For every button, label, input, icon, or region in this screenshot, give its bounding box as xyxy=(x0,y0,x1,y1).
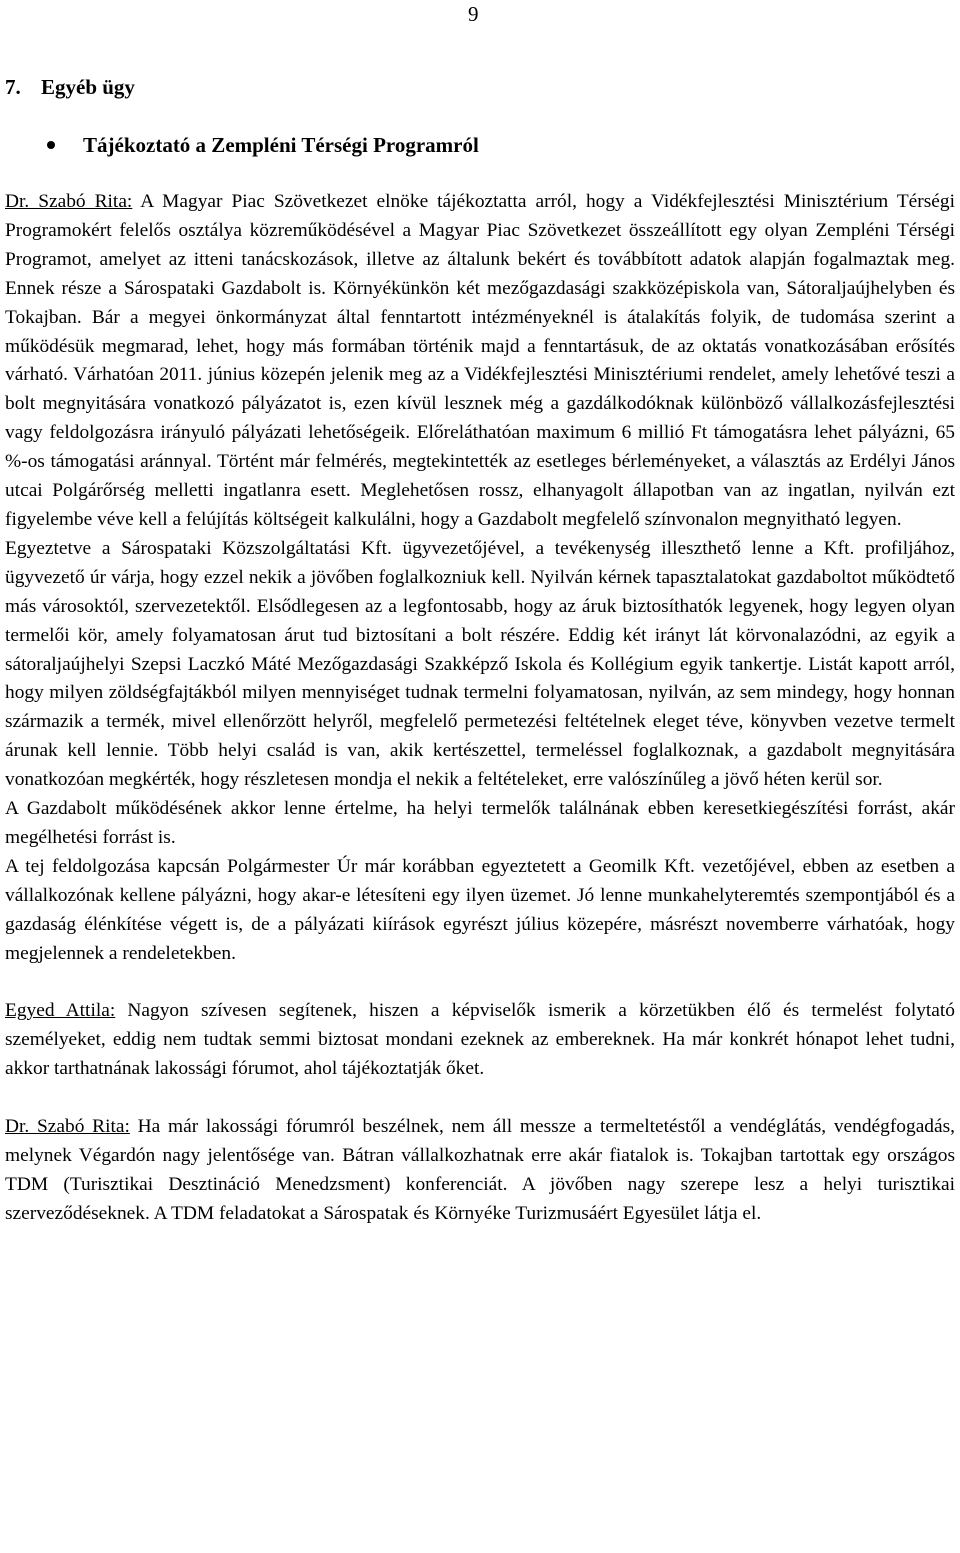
paragraph-text: A Magyar Piac Szövetkezet elnöke tájékoztatta arról, hogy a Vidékfejlesztési Minisztérium Térségi Programokért felelős osztálya közreműködésével a Magyar Piac Szövetkezet összeállított egy olyan Zempléni Térségi Programot, amelyet az itteni tanácskozások, illetve az általunk bekért és továbbított adatok alapján fogalmaztak meg. Ennek része a Sárospataki Gazdabolt is. Környékünkön két mezőgazdasági szakközépiskola van, Sátoraljaújhelyben és Tokajban. Bár a megyei önkormányzat által fenntartott intézményeknél is átalakítás folyik, de tudomása szerint a működésük megmarad, lehet, hogy más formában történik majd a fenntartásuk, de az oktatás vonatkozásában erősítés várható. Várhatóan 2011. június közepén jelenik meg az a Vidékfejlesztési Minisztériumi rendelet, amely lehetővé teszi a bolt megnyitására vonatkozó pályázatot is, ezen kívül lesznek még a gazdálkodóknak különböző vállalkozásfejlesztési vagy feldolgozásra irányuló pályázati lehetőségeik. Előreláthatóan maximum 6 millió Ft támogatásra lehet pályázni, 65 %-os támogatási aránnyal. Történt már felmérés, megtekintették az esetleges bérleményeket, a választás az Erdélyi János utcai Polgárőrség melletti ingatlanra esett. Meglehetősen rossz, elhanyagolt állapotban van az ingatlan, nyilván ezt figyelembe véve kell a felújítás költségeit kalkulálni, hogy a Gazdabolt megfelelő színvonalon megnyitható legyen. xyxy=(5,191,955,530)
paragraph-4 xyxy=(5,853,955,969)
paragraph-2 xyxy=(5,535,955,795)
paragraph-5 xyxy=(5,997,955,1084)
paragraph-1 xyxy=(5,188,955,535)
paragraph-text: A Gazdabolt működésének akkor lenne értelme, ha helyi termelők találnának ebben keresetkiegészítési forrást, akár megélhetési forrást is. xyxy=(5,798,955,848)
agenda-bullet-item xyxy=(5,131,479,159)
bullet-icon xyxy=(47,141,55,149)
paragraph-6 xyxy=(5,1113,955,1229)
section-heading xyxy=(5,73,135,101)
speaker-name: Egyed Attila: xyxy=(5,1000,116,1022)
paragraph-3 xyxy=(5,795,955,853)
minutes-body xyxy=(5,188,955,1229)
bullet-text: Tájékoztató a Zempléni Térségi Programról xyxy=(83,133,479,157)
paragraph-text: A tej feldolgozása kapcsán Polgármester Úr már korábban egyeztetett a Geomilk Kft. vezetőjével, ebben az esetben a vállalkozónak kellene pályázni, hogy akar-e létesíteni egy ilyen üzemet. Jó lenne munkahelyteremtés szempontjából és a gazdaság élénkítése végett is, de a pályázati kiírások egyrészt július közepére, másrészt novemberre várhatóak, hogy megjelennek a rendeletekben. xyxy=(5,855,955,964)
paragraph-text: Nagyon szívesen segítenek, hiszen a képviselők ismerik a körzetükben élő és termelést folytató személyeket, eddig nem tudtak semmi biztosat mondani ezeknek az embereknek. Ha már konkrét hónapot lehet tudni, akkor tarthatnának lakossági fórumot, ahol tájékoztatják őket. xyxy=(5,1000,955,1080)
paragraph-text: Egyeztetve a Sárospataki Közszolgáltatási Kft. ügyvezetőjével, a tevékenység illeszthető lenne a Kft. profiljához, ügyvezető úr várja, hogy ezzel nekik a jövőben foglalkozniuk kell. Nyilván kérnek tapasztalatokat gazdaboltot működtető más városoktól, szervezetektől. Elsődlegesen az a legfontosabb, hogy az áruk biztosíthatók legyenek, hogy legyen olyan termelői kör, amely folyamatosan árut tud biztosítani a bolt részére. Eddig két irányt lát körvonalazódni, az egyik a sátoraljaújhelyi Szepsi Laczkó Máté Mezőgazdasági Szakképző Iskola és Kollégium egyik tankertje. Listát kapott arról, hogy milyen zöldségfajtákból milyen mennyiséget tudnak termelni folyamatosan, nyilván, az sem mindegy, hogy honnan származik a termék, mivel ellenőrzött helyről, megfelelő permetezési feltételnek eleget téve, könyvben vezetve termelt árunak kell lennie. Több helyi család is van, akik kertészettel, termeléssel foglalkoznak, a gazdabolt megnyitására vonatkozóan megkérték, hogy részletesen mondja el nekik a feltételeket, erre valószínűleg a jövő héten kerül sor. xyxy=(5,537,955,791)
page-number: 9 xyxy=(468,2,479,26)
speaker-name: Dr. Szabó Rita: xyxy=(5,1116,130,1138)
speaker-name: Dr. Szabó Rita: xyxy=(5,191,133,212)
section-number: 7. xyxy=(5,75,21,99)
paragraph-text: Ha már lakossági fórumról beszélnek, nem áll messze a termeltetéstől a vendéglátás, vendégfogadás, melynek Végardón nagy jelentősége van. Bátran vállalkozhatnak erre akár fiatalok is. Tokajban tartottak egy országos TDM (Turisztikai Desztináció Menedzsment) konferenciát. A jövőben nagy szerepe lesz a helyi turisztikai szerveződéseknek. A TDM feladatokat a Sárospatak és Környéke Turizmusáért Egyesület látja el. xyxy=(5,1116,956,1224)
section-title: Egyéb ügy xyxy=(41,75,135,99)
